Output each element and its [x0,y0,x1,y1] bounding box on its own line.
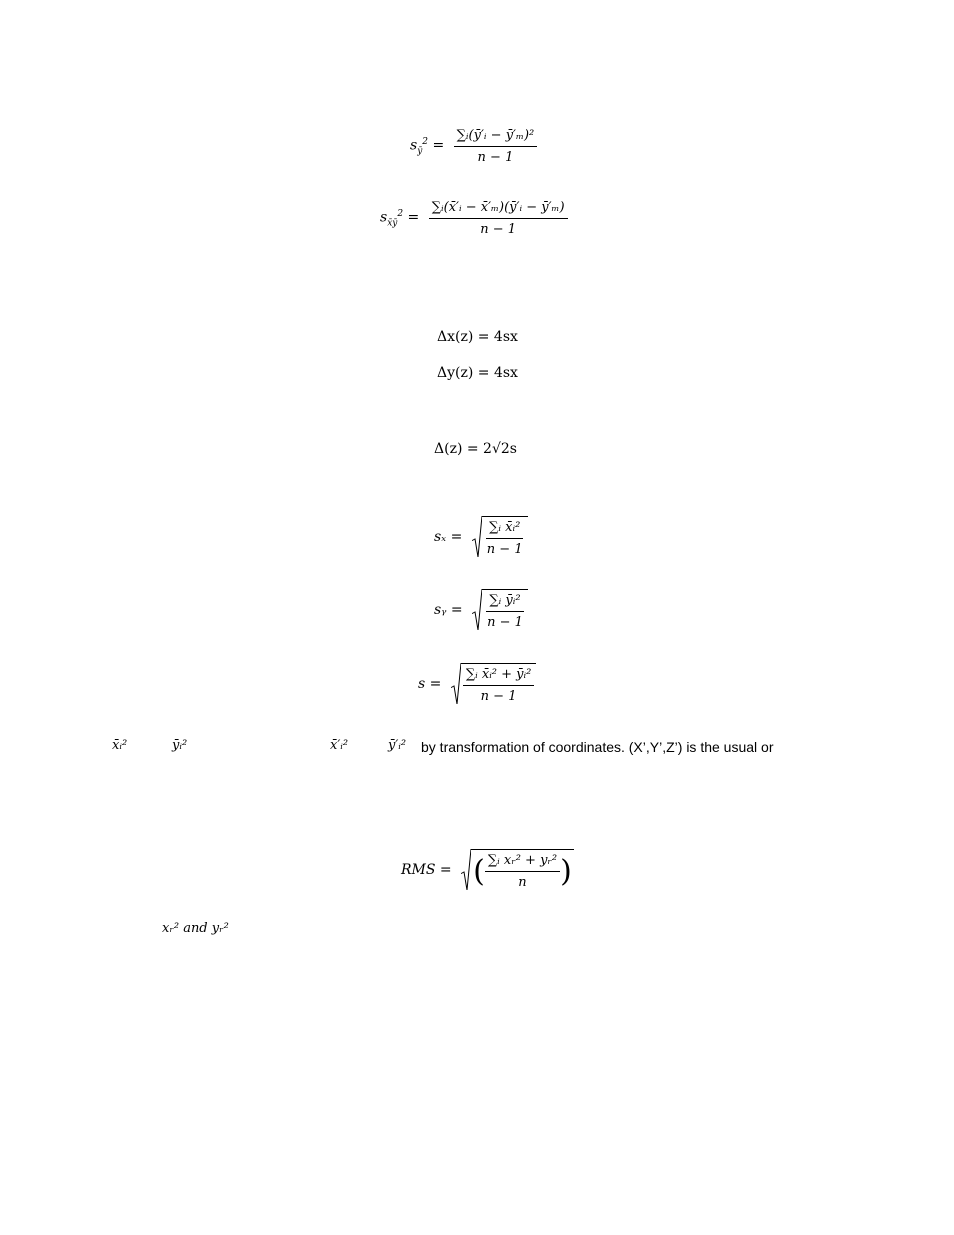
square-root [472,589,528,630]
equation-delta-z: Δ(z) = 2√2s [434,441,517,457]
equation-s-x [434,516,528,557]
eq-lhs: sᵧ = [434,601,463,618]
numerator: ∑ᵢ(ȳ′ᵢ − ȳ′ₘ)² [454,128,538,147]
radical-sign [472,516,482,557]
equation-s [418,663,536,704]
eq-lhs: $s_{x̄ȳ}^2$ = [380,208,420,229]
equation-rms [401,849,574,890]
paragraph-text: by transformation of coordinates. (X’,Y’,Z’) is the usual or [421,739,774,755]
fraction [429,200,568,237]
numerator: ∑ᵢ xᵣ² + yᵣ² [485,853,560,872]
numerator: ∑ᵢ x̄ᵢ² [486,520,523,539]
left-paren: ( [473,853,485,889]
fraction [463,667,535,704]
fraction [454,128,538,165]
equation-s-y-bar [410,128,537,165]
inline-symbol-x-bar-i-squared: x̄ᵢ² [112,738,128,753]
equation-s-xy-bar [380,200,568,237]
radical-sign [451,663,461,704]
radical-sign [472,589,482,630]
denominator: n − 1 [486,542,523,557]
radical-sign [461,849,471,890]
eq-lhs: $s_ȳ^2$ = [410,136,445,157]
equation-s-y [434,589,528,630]
numerator: ∑ᵢ ȳᵢ² [486,593,523,612]
denominator: n − 1 [477,150,514,165]
inline-symbol-y-prime-i-squared: ȳ′ᵢ² [388,738,407,753]
denominator: n − 1 [480,222,517,237]
denominator: n − 1 [487,615,523,630]
eq-lhs: sₓ = [434,528,463,545]
eq-lhs: s = [418,675,442,692]
fraction [484,520,526,557]
inline-symbol-x-prime-i-squared: x̄′ᵢ² [330,738,349,753]
equation-delta-x: Δx(z) = 4sx [437,329,518,345]
inline-symbol-y-bar-i-squared: ȳᵢ² [172,738,188,753]
denominator: n [518,875,527,890]
denominator: n − 1 [480,689,517,704]
numerator: ∑ᵢ(x̄′ᵢ − x̄′ₘ)(ȳ′ᵢ − ȳ′ₘ) [429,200,568,219]
square-root [461,849,574,890]
right-paren: ) [560,853,572,889]
square-root [472,516,528,557]
inline-symbol-xr-yr: xᵣ² and yᵣ² [162,921,229,936]
eq-lhs: RMS = [401,861,452,878]
fraction [485,853,560,890]
fraction [484,593,526,630]
square-root [451,663,537,704]
equation-delta-y: Δy(z) = 4sx [437,365,518,381]
numerator: ∑ᵢ x̄ᵢ² + ȳᵢ² [463,667,535,686]
